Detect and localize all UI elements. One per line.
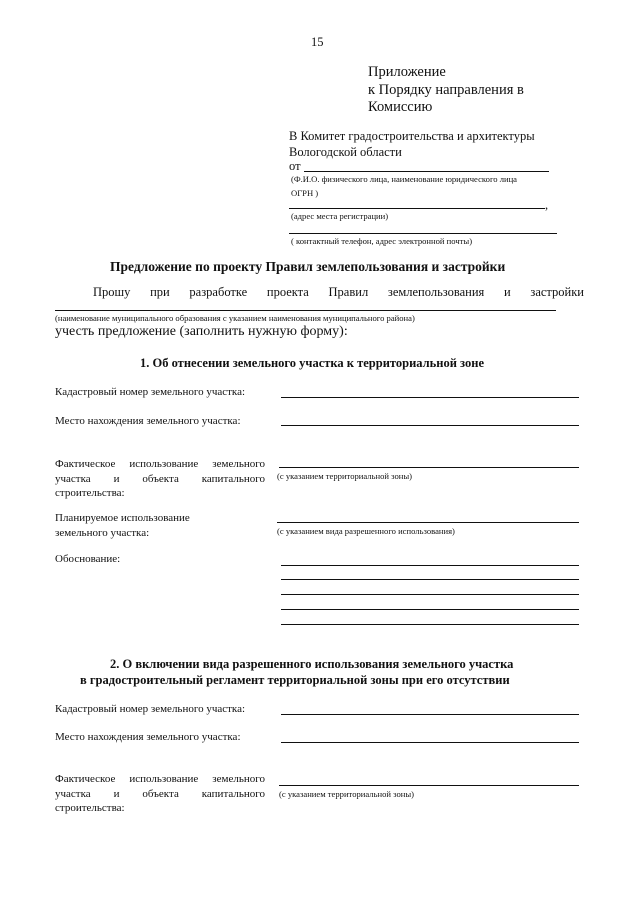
s2-actual-use-field[interactable] [279, 785, 579, 786]
section-2-heading-line-1: 2. О включении вида разрешенного использования земельного участка [110, 657, 514, 671]
s1-justification-field-5[interactable] [281, 624, 579, 625]
label-word: земельного [212, 458, 265, 470]
label-word: земельного [212, 773, 265, 785]
appendix-line-1: Приложение [368, 64, 446, 80]
contact-caption: ( контактный телефон, адрес электронной почты) [291, 236, 473, 246]
s2-cadastral-field[interactable] [281, 714, 579, 715]
s2-cadastral-label: Кадастровый номер земельного участка: [55, 703, 246, 715]
label-word: капитального [201, 472, 265, 485]
request-word: разработке [189, 285, 248, 299]
request-word: Правил [328, 285, 369, 299]
label-word: участка [55, 472, 91, 485]
s1-cadastral-field[interactable] [281, 397, 579, 398]
label-word: использование [129, 458, 199, 470]
s1-planned-use-field[interactable] [277, 522, 579, 523]
s1-cadastral-label: Кадастровый номер земельного участка: [55, 386, 246, 398]
s1-justification-field-4[interactable] [281, 609, 579, 610]
name-caption-line-2: ОГРН ) [291, 188, 319, 198]
appendix-block [368, 64, 524, 117]
label-word: капитального [201, 787, 265, 800]
request-word: проекта [266, 285, 309, 299]
label-word: объекта [142, 472, 179, 485]
section-1-heading: 1. Об отнесении земельного участка к территориальной зоне [140, 356, 484, 370]
name-caption-line-1: (Ф.И.О. физического лица, наименование юридического лица [291, 174, 517, 184]
s2-actual-use-caption: (с указанием территориальной зоны) [279, 789, 415, 799]
appendix-line-2: к Порядку направления в [368, 81, 524, 98]
s1-justification-label: Обоснование: [55, 553, 121, 565]
s2-location-label: Место нахождения земельного участка: [55, 731, 241, 743]
addressee-line-1: В Комитет градостроительства и архитектуры [289, 129, 535, 143]
s1-actual-use-label [55, 457, 265, 501]
label-word: Фактическое [55, 458, 116, 470]
label-word: строительства: [55, 487, 125, 499]
label-line: Планируемое использование [55, 512, 190, 524]
comma: , [545, 198, 549, 212]
s1-justification-field-3[interactable] [281, 594, 579, 595]
ogrn-line[interactable] [289, 208, 545, 209]
s2-actual-use-label [55, 772, 265, 816]
document-title: Предложение по проекту Правил землепользования и застройки [110, 259, 506, 274]
label-word: и [113, 472, 120, 485]
s1-justification-field-1[interactable] [281, 565, 579, 566]
request-word: и [504, 285, 511, 299]
appendix-line-3: Комиссию [368, 99, 433, 115]
request-word: при [150, 285, 170, 299]
s1-location-label: Место нахождения земельного участка: [55, 415, 241, 427]
label-word: использование [129, 773, 199, 785]
label-word: Фактическое [55, 773, 116, 785]
contact-line[interactable] [289, 233, 557, 234]
request-line [93, 284, 584, 300]
municipality-line[interactable] [55, 310, 556, 311]
municipality-caption: (наименование муниципального образования с указанием наименования муниципального района) [55, 313, 415, 323]
s1-justification-field-2[interactable] [281, 579, 579, 580]
s1-planned-use-label [55, 511, 190, 540]
s1-planned-use-caption: (с указанием вида разрешенного использования) [277, 526, 455, 536]
addressee-line-2: Вологодской области [289, 145, 402, 159]
request-word: застройки [530, 285, 584, 299]
address-caption: (адрес места регистрации) [291, 211, 389, 221]
label-word: и [113, 787, 120, 800]
from-label: от [289, 159, 301, 173]
label-word: участка [55, 787, 91, 800]
from-name-line[interactable] [304, 171, 549, 172]
s1-location-field[interactable] [281, 425, 579, 426]
label-line: земельного участка: [55, 526, 150, 539]
page-number: 15 [311, 35, 324, 49]
s1-actual-use-field[interactable] [279, 467, 579, 468]
label-word: объекта [142, 787, 179, 800]
s1-actual-use-caption: (с указанием территориальной зоны) [277, 471, 413, 481]
request-word: землепользования [387, 285, 485, 299]
s2-location-field[interactable] [281, 742, 579, 743]
request-word: Прошу [93, 285, 131, 299]
section-2-heading-line-2: в градостроительный регламент территориальной зоны при его отсутствии [80, 673, 510, 687]
label-word: строительства: [55, 802, 125, 814]
request-continuation: учесть предложение (заполнить нужную форму): [55, 324, 348, 339]
